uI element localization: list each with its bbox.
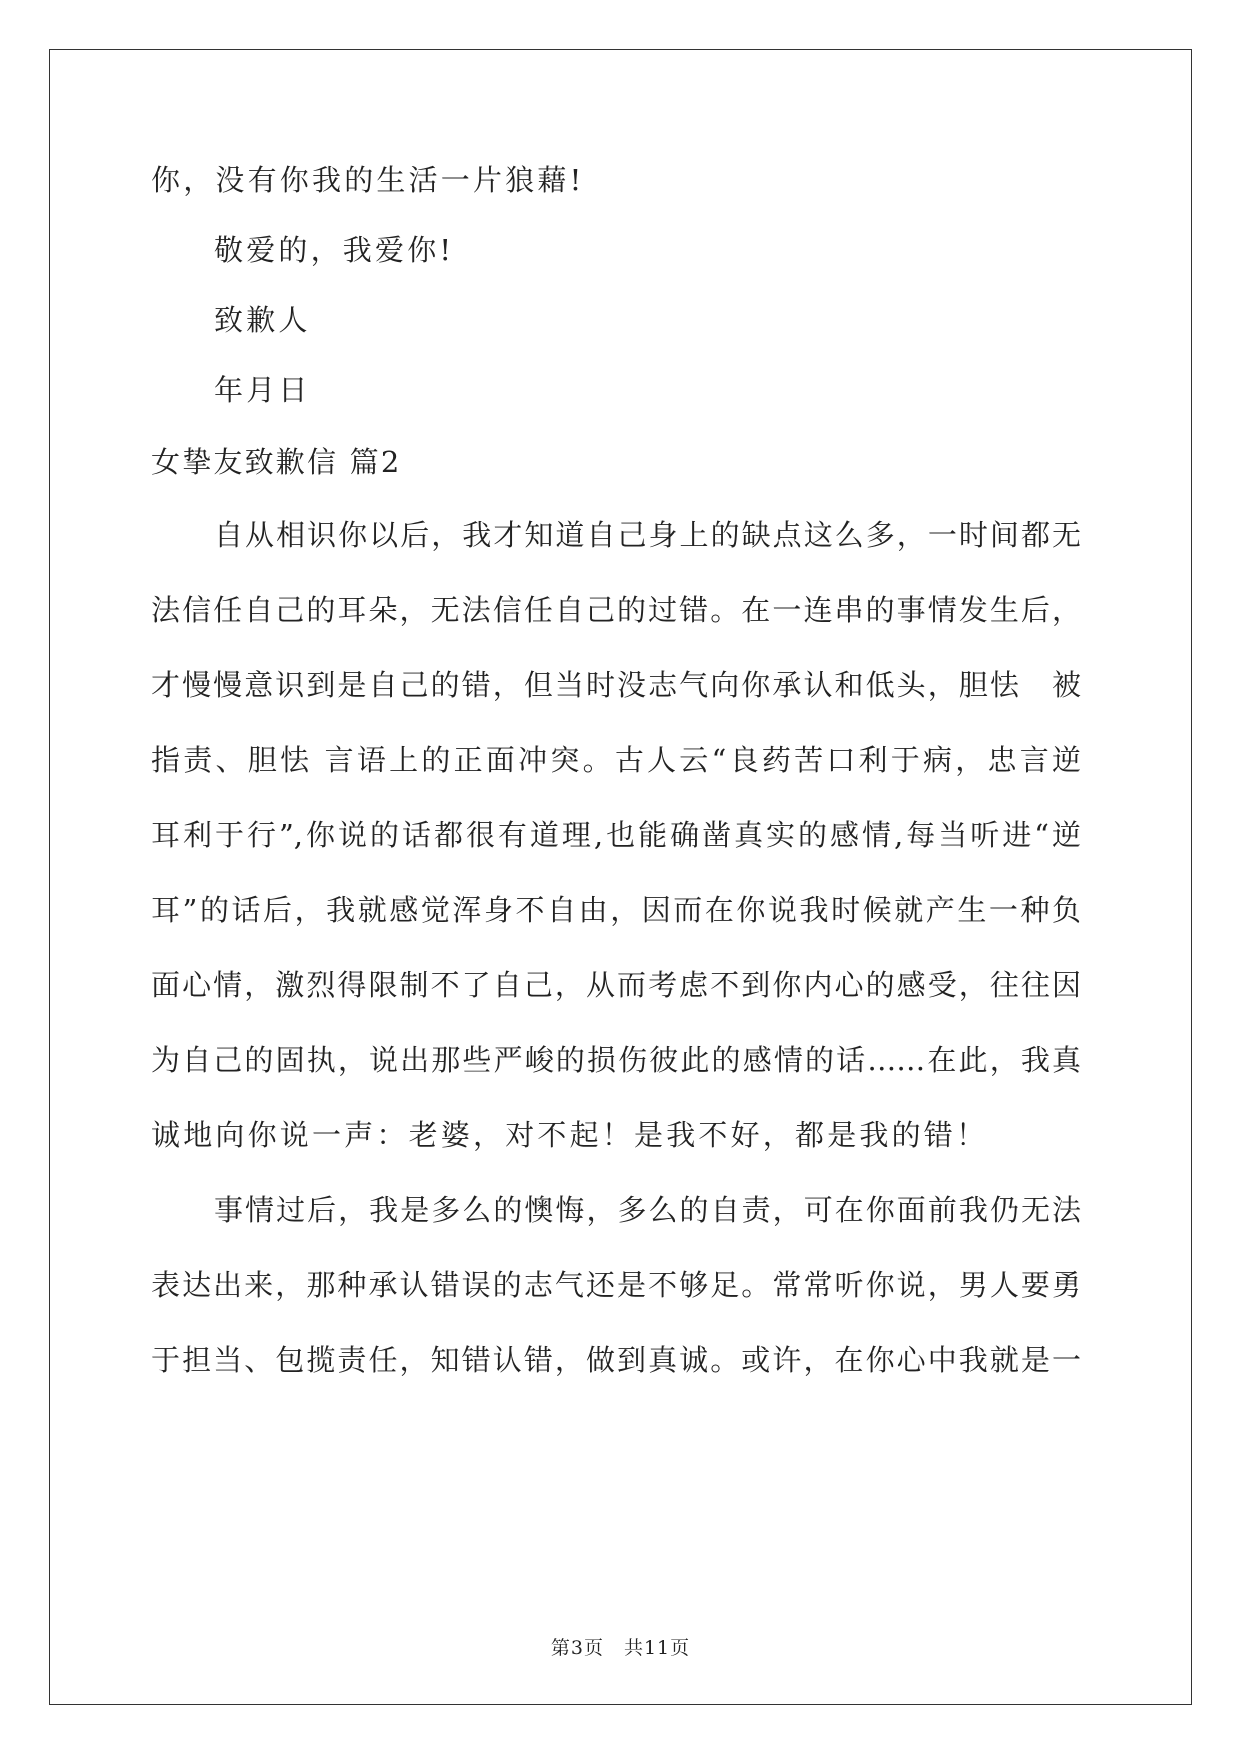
paragraph-line: 法信任自己的耳朵，无法信任自己的过错。在一连串的事情发生后， xyxy=(151,593,1081,627)
paragraph-line: 指责、胆怯 言语上的正面冲突。古人云“良药苦口利于病，忠言逆 xyxy=(151,743,1081,777)
text-line: 年月日 xyxy=(214,373,311,407)
text-line: 敬爱的，我爱你! xyxy=(214,233,455,267)
paragraph-line: 才慢慢意识到是自己的错，但当时没志气向你承认和低头，胆怯 被 xyxy=(151,668,1081,702)
paragraph-line: 诚地向你说一声：老婆，对不起！是我不好，都是我的错！ xyxy=(151,1118,989,1152)
paragraph-line: 面心情，激烈得限制不了自己，从而考虑不到你内心的感受，往往因 xyxy=(151,968,1081,1002)
paragraph-line: 耳”的话后，我就感觉浑身不自由，因而在你说我时候就产生一种负 xyxy=(151,893,1081,927)
text-line: 你，没有你我的生活一片狼藉! xyxy=(151,163,585,197)
paragraph-line: 表达出来，那种承认错误的志气还是不够足。常常听你说，男人要勇 xyxy=(151,1268,1081,1302)
text-line: 致歉人 xyxy=(214,303,311,337)
paragraph-line: 为自己的固执，说出那些严峻的损伤彼此的感情的话……在此，我真 xyxy=(151,1043,1081,1077)
section-heading: 女挚友致歉信 篇2 xyxy=(151,445,402,479)
paragraph-line: 自从相识你以后，我才知道自己身上的缺点这么多，一时间都无 xyxy=(214,518,1081,552)
page-total: 共11页 xyxy=(623,1637,691,1659)
paragraph-line: 事情过后，我是多么的懊悔，多么的自责，可在你面前我仍无法 xyxy=(214,1193,1081,1227)
page-border xyxy=(49,49,1192,1705)
paragraph-line: 于担当、包揽责任，知错认错，做到真诚。或许，在你心中我就是一 xyxy=(151,1343,1081,1377)
paragraph-line: 耳利于行”,你说的话都很有道理,也能确凿真实的感情,每当听进“逆 xyxy=(151,818,1081,852)
page-number: 第3页 xyxy=(550,1637,604,1659)
page-footer xyxy=(0,1633,1241,1660)
